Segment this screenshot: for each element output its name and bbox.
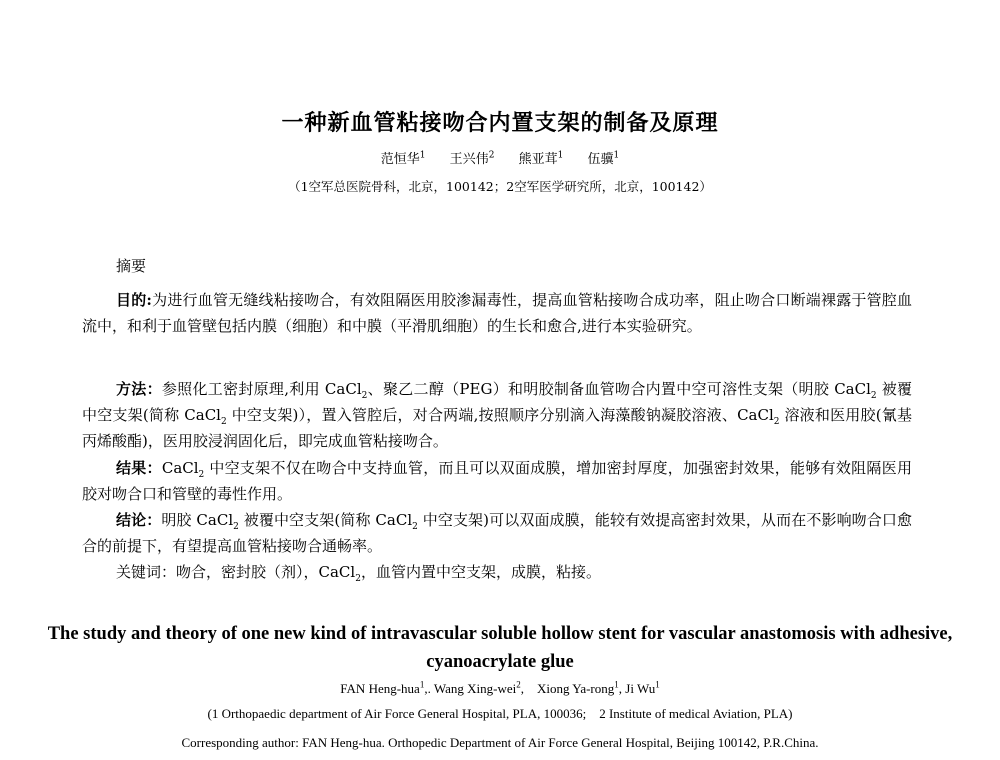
title-english: The study and theory of one new kind of intravascular soluble hollow stent for vascular anastomosis with adhesive, cyanoacrylate glue bbox=[47, 624, 953, 672]
objective-paragraph: 目的:为进行血管无缝线粘接吻合，有效阻隔医用胶渗漏毒性，提高血管粘接吻合成功率，阻止吻合口断端裸露于管腔血流中，和利于血管壁包括内膜（细胞）和中膜（平滑肌细胞）的生长和愈合,进行本实验研究。 bbox=[82, 291, 912, 335]
author: Xiong Ya-rong$^1$, bbox=[536, 679, 626, 696]
keywords-label: 关键词： bbox=[116, 563, 177, 581]
affiliation-chinese: （1空军总医院骨科，北京，100142；2空军医学研究所，北京，100142） bbox=[288, 179, 712, 194]
author: 王兴伟$^2$ bbox=[449, 150, 495, 167]
authors-chinese bbox=[0, 148, 1000, 167]
results-paragraph: 结果：CaCl$_2$ 中空支架不仅在吻合中支持血管，而且可以双面成膜，增加密封厚度，加强密封效果，能够有效阻隔医用胶对吻合口和管壁的毒性作用。 bbox=[82, 459, 912, 503]
author: 范恒华$^1$ bbox=[380, 150, 426, 167]
results-label: 结果： bbox=[116, 459, 162, 477]
methods-label: 方法： bbox=[116, 380, 162, 398]
conclusion-paragraph: 结论：明胶 CaCl$_2$ 被覆中空支架(简称 CaCl$_2$ 中空支架)可以双面成膜，能较有效提高密封效果，从而在不影响吻合口愈合的前提下，有望提高血管粘接吻合通畅率。 bbox=[82, 511, 912, 555]
authors-english bbox=[0, 681, 1000, 697]
author: FAN Heng-hua$^1$,. bbox=[340, 679, 434, 696]
author: 伍骥$^1$ bbox=[587, 150, 620, 167]
keywords-line: 关键词：吻合，密封胶（剂），CaCl$_2$，血管内置中空支架，成膜，粘接。 bbox=[116, 563, 601, 584]
author: Ji Wu$^1$ bbox=[625, 679, 660, 696]
conclusion-label: 结论： bbox=[116, 511, 162, 529]
methods-paragraph: 方法：参照化工密封原理,利用 CaCl$_2$、聚乙二醇（PEG）和明胶制备血管吻合内置中空可溶性支架（明胶 CaCl$_2$ 被覆中空支架(简称 CaCl$_2$ 中空支架)），置入管腔后，对合两端,按照顺序分别滴入海藻酸钠凝胶溶液、CaCl$_2$ 溶液和医用胶(氰基丙烯酸酯)，医用胶浸润固化后，即完成血管粘接吻合。 bbox=[82, 380, 912, 450]
abstract-heading: 摘要 bbox=[116, 257, 147, 275]
author: Wang Xing-wei$^2$, bbox=[433, 679, 537, 696]
title-chinese: 一种新血管粘接吻合内置支架的制备及原理 bbox=[281, 110, 719, 136]
author: 熊亚茸$^1$ bbox=[518, 150, 564, 167]
objective-label: 目的: bbox=[116, 291, 152, 309]
corresponding-author: Corresponding author: FAN Heng-hua. Orthopedic Department of Air Force General Hospital, Beijing 100142, P.R.China. bbox=[181, 735, 819, 750]
affiliation-english: (1 Orthopaedic department of Air Force General Hospital, PLA, 100036; 2 Institute of medical Aviation, PLA) bbox=[207, 706, 793, 721]
